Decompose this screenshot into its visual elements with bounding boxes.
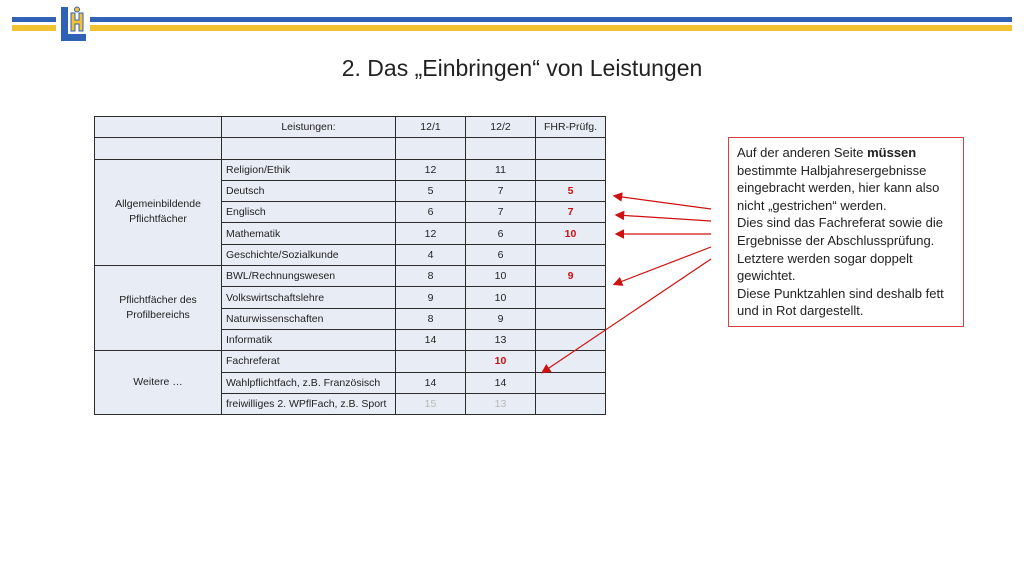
grade-cell: 9 bbox=[396, 287, 466, 308]
exam-cell: 9 bbox=[536, 266, 606, 287]
group-label: Pflichtfächer des Profilbereichs bbox=[95, 266, 222, 351]
subject-cell: Volkswirtschaftslehre bbox=[222, 287, 396, 308]
exam-cell: 7 bbox=[536, 202, 606, 223]
grade-cell: 11 bbox=[466, 159, 536, 180]
subject-cell: Mathematik bbox=[222, 223, 396, 244]
header-label: Leistungen: bbox=[222, 117, 396, 138]
grade-cell: 13 bbox=[466, 393, 536, 414]
explanation-callout bbox=[728, 137, 964, 327]
callout-text: Dies sind das Fachreferat sowie die Ergebnisse der Abschlussprüfung. bbox=[737, 215, 943, 248]
grade-cell: 14 bbox=[396, 372, 466, 393]
grade-cell: 6 bbox=[396, 202, 466, 223]
exam-cell: 5 bbox=[536, 180, 606, 201]
group-label: Weitere … bbox=[95, 351, 222, 415]
grade-cell: 8 bbox=[396, 308, 466, 329]
grade-cell: 12 bbox=[396, 159, 466, 180]
grade-cell: 14 bbox=[396, 329, 466, 350]
grade-cell: 14 bbox=[466, 372, 536, 393]
page-title: 2. Das „Einbringen“ von Leistungen bbox=[341, 55, 703, 81]
header-col-fhr: FHR-Prüfg. bbox=[536, 117, 606, 138]
arrow-to-deutsch bbox=[615, 196, 711, 209]
grade-cell: 4 bbox=[396, 244, 466, 265]
grade-cell: 12 bbox=[396, 223, 466, 244]
arrow-to-fachreferat bbox=[543, 259, 711, 372]
exam-cell: 10 bbox=[536, 223, 606, 244]
grade-cell: 5 bbox=[396, 180, 466, 201]
arrow-to-bwl bbox=[615, 247, 711, 284]
grade-cell: 15 bbox=[396, 393, 466, 414]
grade-cell: 10 bbox=[466, 266, 536, 287]
subject-cell: Englisch bbox=[222, 202, 396, 223]
callout-text: Auf der anderen Seite bbox=[737, 145, 868, 160]
subject-cell: Wahlpflichtfach, z.B. Französisch bbox=[222, 372, 396, 393]
subject-cell: BWL/Rechnungswesen bbox=[222, 266, 396, 287]
arrow-to-englisch bbox=[617, 215, 711, 221]
grade-cell: 6 bbox=[466, 223, 536, 244]
header-col-12-1: 12/1 bbox=[396, 117, 466, 138]
grade-cell: 10 bbox=[466, 351, 536, 372]
grade-cell: 7 bbox=[466, 180, 536, 201]
grade-cell: 10 bbox=[466, 287, 536, 308]
grade-cell: 13 bbox=[466, 329, 536, 350]
callout-emphasis: müssen bbox=[867, 145, 917, 160]
group-label: Allgemeinbildende Pflichtfächer bbox=[95, 159, 222, 265]
grade-cell: 7 bbox=[466, 202, 536, 223]
grade-cell: 6 bbox=[466, 244, 536, 265]
callout-text: bestimmte Halbjahresergebnisse eingebracht werden, hier kann also nicht „gestrichen“ werden. bbox=[737, 162, 940, 213]
subject-cell: Fachreferat bbox=[222, 351, 396, 372]
subject-cell: Deutsch bbox=[222, 180, 396, 201]
subject-cell: Religion/Ethik bbox=[222, 159, 396, 180]
subject-cell: Informatik bbox=[222, 329, 396, 350]
callout-text: Diese Punktzahlen sind deshalb fett und in Rot dargestellt. bbox=[737, 285, 944, 319]
grade-cell: 8 bbox=[396, 266, 466, 287]
header-col-12-2: 12/2 bbox=[466, 117, 536, 138]
subject-cell: Naturwissenschaften bbox=[222, 308, 396, 329]
subject-cell: freiwilliges 2. WPflFach, z.B. Sport bbox=[222, 393, 396, 414]
subject-cell: Geschichte/Sozialkunde bbox=[222, 244, 396, 265]
callout-text: Letztere werden sogar doppelt gewichtet. bbox=[737, 250, 913, 284]
grade-cell: 9 bbox=[466, 308, 536, 329]
